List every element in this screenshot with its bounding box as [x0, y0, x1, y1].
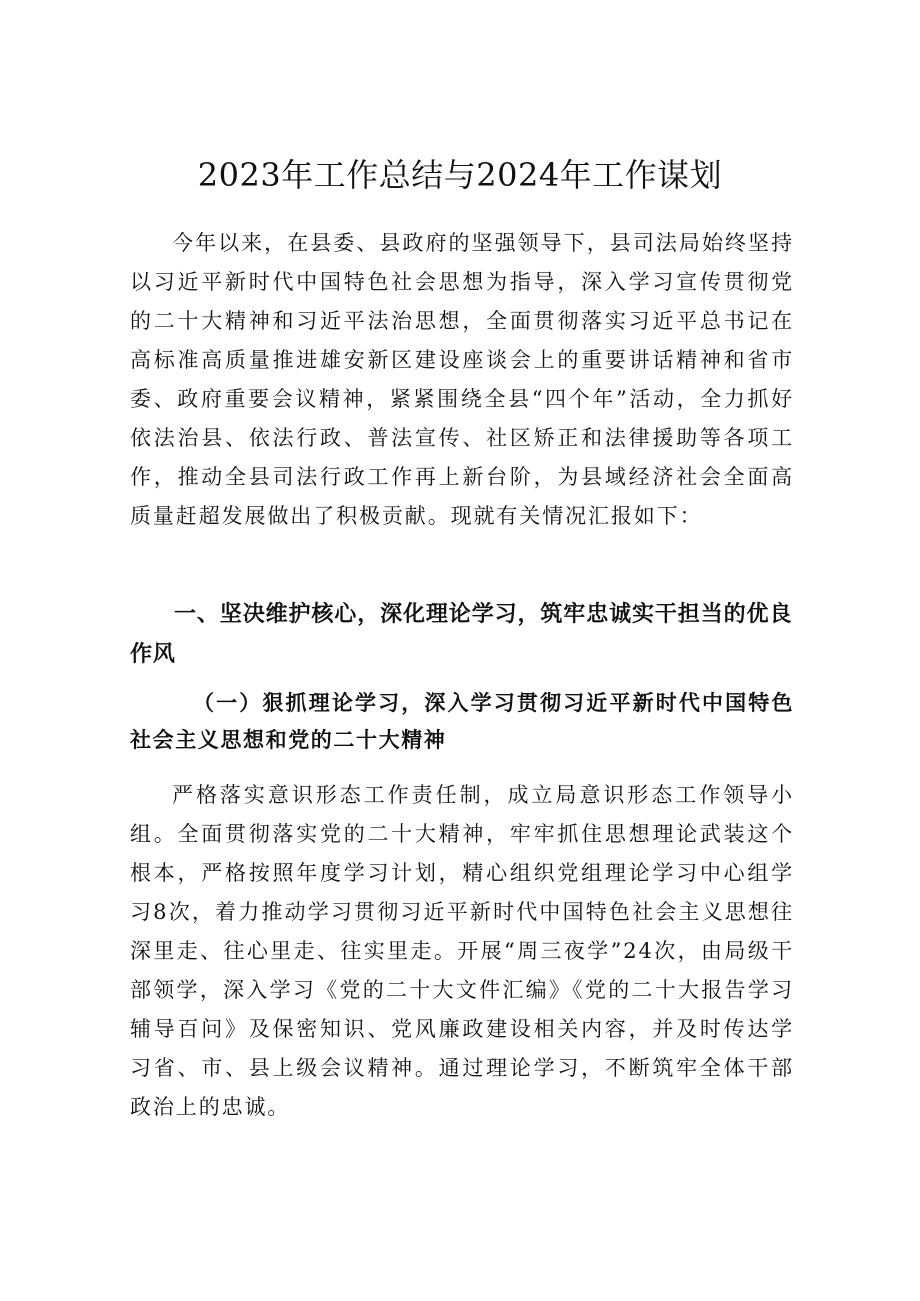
- intro-paragraph: 今年以来，在县委、县政府的坚强领导下，县司法局始终坚持以习近平新时代中国特色社会思想为指导，深入学习宣传贯彻党的二十大精神和习近平法治思想，全面贯彻落实习近平总书记在高标准高质量推进雄安新区建设座谈会上的重要讲话精神和省市委、政府重要会议精神，紧紧围绕全县“四个年”活动，全力抓好依法治县、依法行政、普法宣传、社区矫正和法律援助等各项工作，推动全县司法行政工作再上新台阶，为县域经济社会全面高质量赶超发展做出了积极贡献。现就有关情况汇报如下：: [130, 231, 794, 528]
- document-title: 2023年工作总结与2024年工作谋划: [197, 156, 723, 194]
- section-heading-1: 一、坚决维护核心，深化理论学习，筑牢忠诚实干担当的优良作风: [130, 602, 793, 667]
- subsection-heading-1: （一）狠抓理论学习，深入学习贯彻习近平新时代中国特色社会主义思想和党的二十大精神: [130, 690, 794, 752]
- theory-study-paragraph: 严格落实意识形态工作责任制，成立局意识形态工作领导小组。全面贯彻落实党的二十大精神，牢牢抓住思想理论武装这个根本，严格按照年度学习计划，精心组织党组理论学习中心组学习8次，着力推动学习贯彻习近平新时代中国特色社会主义思想往深里走、往心里走、往实里走。开展“周三夜学”24次，由局级干部领学，深入学习《党的二十大文件汇编》《党的二十大报告学习辅导百问》及保密知识、党风廉政建设相关内容，并及时传达学习省、市、县上级会议精神。通过理论学习，不断筑牢全体干部政治上的忠诚。: [130, 783, 794, 1119]
